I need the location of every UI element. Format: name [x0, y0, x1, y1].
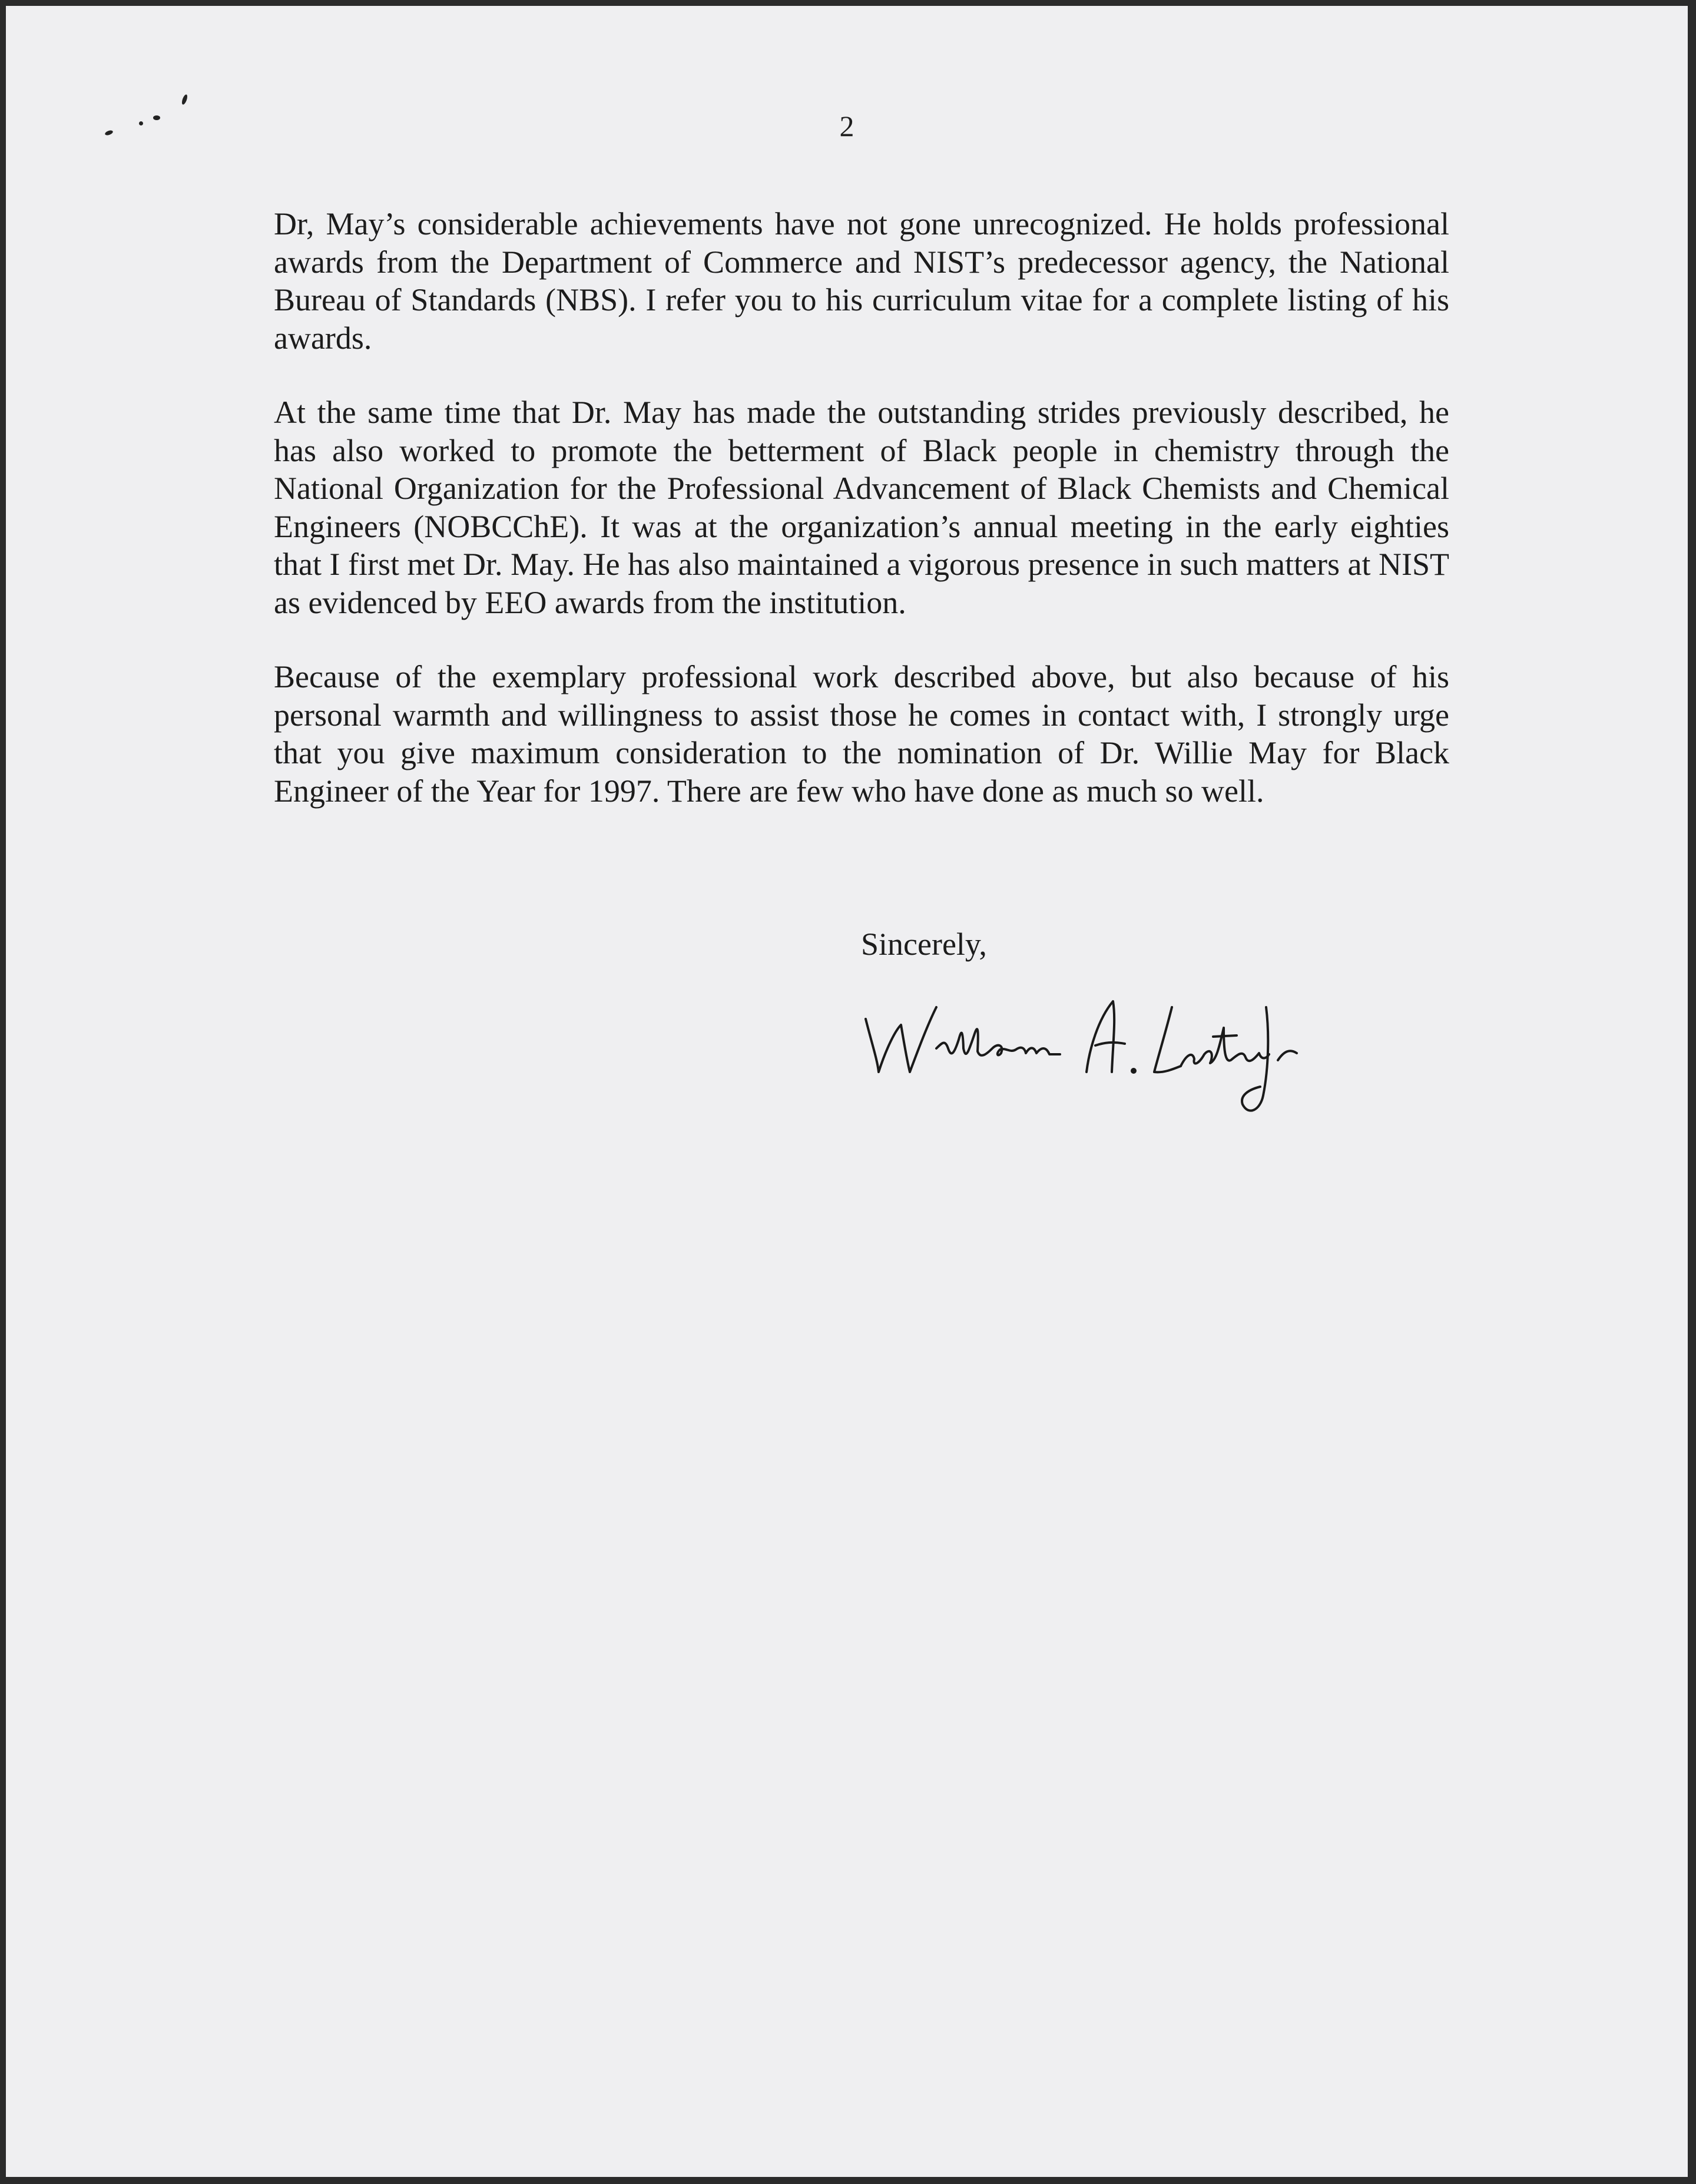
letter-body: [274, 205, 1449, 846]
closing-salutation: Sincerely,: [861, 926, 987, 962]
letter-page: [6, 6, 1688, 2177]
scan-speck: [181, 94, 188, 105]
paragraph-nobcche: At the same time that Dr. May has made the outstanding strides previously described, he has also worked to promote the betterment of Black people in chemistry through the National Organization for the Professional Advancement of Black Chemists and Chemical Engineers (NOBCChE). It was at the organization’s annual meeting in the early eighties that I first met Dr. May. He has also maintained a vigorous presence in such matters at NIST as evidenced by EEO awards from the institution.: [274, 395, 1449, 620]
page-number: 2: [839, 110, 854, 143]
paragraph-achievements: Dr, May’s considerable achievements have not gone unrecognized. He holds professional awards from the Department of Commerce and NIST’s predecessor agency, the National Bureau of Standards (NBS). I refer you to his curriculum vitae for a complete listing of his awards.: [274, 206, 1449, 356]
handwritten-signature: [854, 984, 1313, 1125]
paragraph-recommendation: Because of the exemplary professional work described above, but also because of his personal warmth and willingness to assist those he comes in contact with, I strongly urge that you give maximum consideration to the nomination of Dr. Willie May for Black Engineer of the Year for 1997. There are few who have done as much so well.: [274, 659, 1449, 809]
